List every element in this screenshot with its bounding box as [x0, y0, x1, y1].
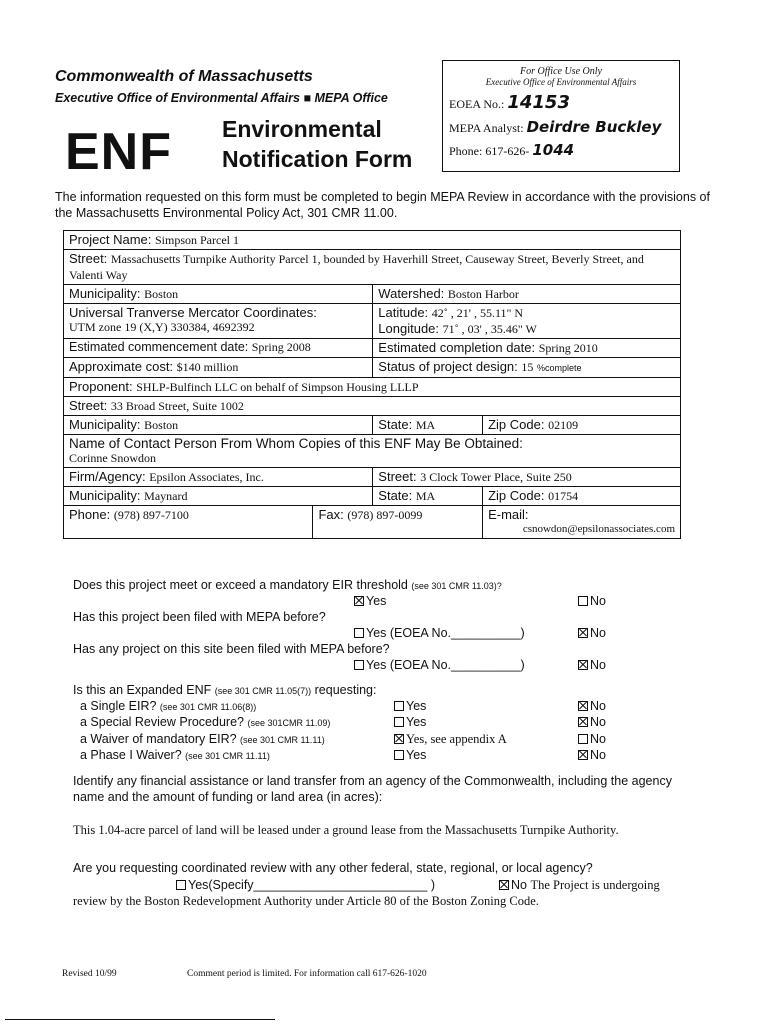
q3-yes[interactable]: Yes (EOEA No.__________) [354, 658, 525, 672]
checkbox-icon[interactable] [354, 660, 364, 670]
checkbox-checked-icon[interactable] [499, 880, 509, 890]
phone-cell[interactable]: Phone: (978) 897-7100 [64, 506, 313, 539]
q-waiver: a Waiver of mandatory EIR? (see 301 CMR 11.11) [80, 732, 325, 746]
single-yes[interactable]: Yes [394, 699, 426, 713]
phase-yes[interactable]: Yes [394, 748, 426, 762]
checkbox-icon[interactable] [394, 750, 404, 760]
checkbox-checked-icon[interactable] [578, 717, 588, 727]
analyst-value: Deirdre Buckley [526, 118, 662, 136]
special-yes[interactable]: Yes [394, 715, 426, 729]
proponent-street-cell[interactable]: Street: 33 Broad Street, Suite 1002 [64, 397, 681, 416]
checkbox-checked-icon[interactable] [578, 750, 588, 760]
q1-no[interactable]: No [578, 594, 606, 608]
fax-cell[interactable]: Fax: (978) 897-0099 [313, 506, 483, 539]
enf-logo-text: ENF [65, 123, 172, 181]
eoea-row [449, 92, 679, 113]
email-cell[interactable]: E-mail: csnowdon@epsilonassociates.com [483, 506, 681, 539]
utm-cell[interactable]: Universal Tranverse Mercator Coordinates: UTM zone 19 (X,Y) 330384, 4692392 [64, 304, 373, 339]
waiver-yes[interactable]: Yes, see appendix A [394, 732, 507, 747]
checkbox-checked-icon[interactable] [578, 701, 588, 711]
form-title [222, 114, 412, 174]
form-title-line2: Notification Form [222, 146, 413, 172]
office-use-subheading: Executive Office of Environmental Affairs [485, 77, 637, 87]
firm-street-cell[interactable]: Street: 3 Clock Tower Place, Suite 250 [373, 468, 681, 487]
financial-answer: This 1.04-acre parcel of land will be leased under a ground lease from the Massachusetts Turnpike Authority. [73, 823, 619, 837]
firm-cell[interactable]: Firm/Agency: Epsilon Associates, Inc. [64, 468, 373, 487]
firm-municipality-cell[interactable]: Municipality: Maynard [64, 487, 373, 506]
checkbox-icon[interactable] [176, 880, 186, 890]
q-phase-waiver: a Phase I Waiver? (see 301 CMR 11.11) [80, 748, 270, 762]
q-coordinated: Are you requesting coordinated review with any other federal, state, regional, or local agency? [73, 861, 593, 875]
q-expanded-enf: Is this an Expanded ENF (see 301 CMR 11.05(7)) requesting: [73, 683, 377, 697]
q2-yes[interactable]: Yes (EOEA No.__________) [354, 626, 525, 640]
q-special-review: a Special Review Procedure? (see 301CMR 11.09) [80, 715, 331, 729]
q-site-filed: Has any project on this site been filed with MEPA before? [73, 642, 390, 656]
eoea-value: 14153 [507, 92, 570, 113]
checkbox-icon[interactable] [578, 596, 588, 606]
footer-comment: Comment period is limited. For information call 617-626-1020 [187, 969, 427, 979]
form-title-line1: Environmental [222, 116, 382, 142]
q-financial: Identify any financial assistance or land transfer from an agency of the Commonwealth, including the agency name and the amount of funding or land area (in acres): [73, 774, 672, 804]
header-office: Executive Office of Environmental Affairs ■ MEPA Office [55, 91, 388, 105]
q-eir-threshold: Does this project meet or exceed a mandatory EIR threshold (see 301 CMR 11.03)? [73, 578, 502, 592]
single-no[interactable]: No [578, 699, 606, 713]
checkbox-icon[interactable] [354, 628, 364, 638]
q3-no[interactable]: No [578, 658, 606, 672]
bottom-rule [5, 1019, 275, 1020]
q-single-eir: a Single EIR? (see 301 CMR 11.06(8)) [80, 699, 257, 713]
firm-zip-cell[interactable]: Zip Code: 01754 [483, 487, 681, 506]
checkbox-icon[interactable] [394, 717, 404, 727]
eoea-label: EOEA No.: [449, 97, 505, 111]
checkbox-icon[interactable] [578, 734, 588, 744]
watershed-cell[interactable]: Watershed: Boston Harbor [373, 285, 681, 304]
q-filed-before: Has this project been filed with MEPA before? [73, 610, 326, 624]
office-phone-label: Phone: 617-626- [449, 144, 530, 158]
analyst-label: MEPA Analyst: [449, 121, 524, 135]
phase-no[interactable]: No [578, 748, 606, 762]
intro-text: The information requested on this form must be completed to begin MEPA Review in accordance with the provisions of the Massachusetts Environmental Policy Act, 301 CMR 11.00. [55, 190, 710, 220]
checkbox-icon[interactable] [394, 701, 404, 711]
office-phone-value: 1044 [532, 141, 575, 159]
project-info-table [63, 230, 681, 539]
completion-cell[interactable]: Estimated completion date: Spring 2010 [373, 339, 681, 358]
phone-row [449, 141, 679, 159]
analyst-row [449, 118, 679, 136]
coordinated-answer-cont: review by the Boston Redevelopment Authority under Article 80 of the Boston Zoning Code. [73, 894, 539, 908]
coordinated-yes[interactable]: Yes(Specify_________________________ ) [176, 878, 435, 892]
municipality-cell[interactable]: Municipality: Boston [64, 285, 373, 304]
checkbox-checked-icon[interactable] [354, 596, 364, 606]
q1-yes[interactable]: Yes [354, 594, 386, 608]
header-state: Commonwealth of Massachusetts [55, 68, 313, 85]
waiver-no[interactable]: No [578, 732, 606, 746]
checkbox-checked-icon[interactable] [394, 734, 404, 744]
special-no[interactable]: No [578, 715, 606, 729]
cost-cell[interactable]: Approximate cost: $140 million [64, 358, 373, 378]
commencement-cell[interactable]: Estimated commencement date: Spring 2008 [64, 339, 373, 358]
status-cell[interactable]: Status of project design: 15 %complete [373, 358, 681, 378]
firm-state-cell[interactable]: State: MA [373, 487, 483, 506]
checkbox-checked-icon[interactable] [578, 628, 588, 638]
project-name-cell[interactable]: Project Name: Simpson Parcel 1 [64, 231, 681, 250]
footer-revised: Revised 10/99 [62, 969, 117, 979]
proponent-zip-cell[interactable]: Zip Code: 02109 [483, 416, 681, 435]
q2-no[interactable]: No [578, 626, 606, 640]
checkbox-checked-icon[interactable] [578, 660, 588, 670]
office-use-heading: For Office Use Only [520, 66, 602, 77]
lat-long-cell[interactable]: Latitude: 42˚ , 21' , 55.11" N Longitude: 71˚ , 03' , 35.46" W [373, 304, 681, 339]
proponent-cell[interactable]: Proponent: SHLP-Bulfinch LLC on behalf of Simpson Housing LLLP [64, 378, 681, 397]
coordinated-no[interactable]: No The Project is undergoing [499, 878, 660, 893]
proponent-state-cell[interactable]: State: MA [373, 416, 483, 435]
proponent-municipality-cell[interactable]: Municipality: Boston [64, 416, 373, 435]
contact-cell[interactable]: Name of Contact Person From Whom Copies of this ENF May Be Obtained: Corinne Snowdon [64, 435, 681, 468]
street-cell[interactable]: Street: Massachusetts Turnpike Authority Parcel 1, bounded by Haverhill Street, Causeway Street, Beverly Street, and Valenti Way [64, 250, 681, 285]
office-use-box [442, 60, 680, 172]
